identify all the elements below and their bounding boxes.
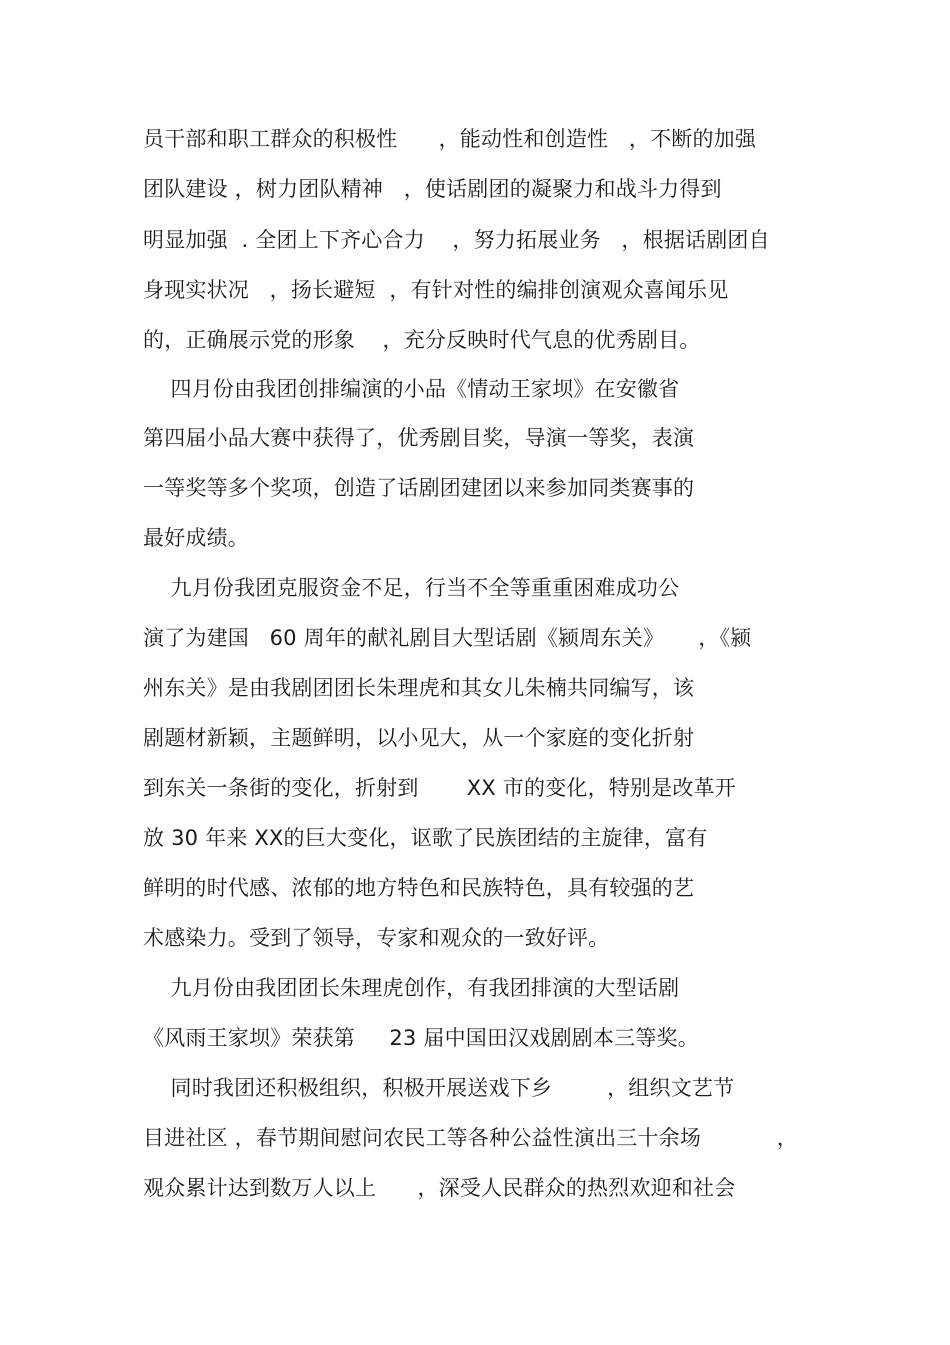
text-line: 到东关一条街的变化，折射到 XX 市的变化，特别是改革开 — [143, 776, 736, 800]
text-line: 四月份由我团创排编演的小品《情动王家坝》在安徽省 — [143, 377, 680, 401]
text-line: 演了为建国 60 周年的献礼剧目大型话剧《颍周东关》 ，《颍 — [143, 626, 752, 650]
text-line: 明显加强 . 全团上下齐心合力 ，努力拓展业务 ，根据话剧团自 — [143, 228, 770, 252]
text-line: 剧题材新颖，主题鲜明，以小见大，从一个家庭的变化折射 — [143, 726, 695, 750]
text-line: 州东关》是由我剧团团长朱理虎和其女儿朱楠共同编写，该 — [143, 676, 695, 700]
text-line: 九月份由我团团长朱理虎创作，有我团排演的大型话剧 — [143, 976, 680, 1000]
text-line: 鲜明的时代感、浓郁的地方特色和民族特色，具有较强的艺 — [143, 876, 695, 900]
text-line: 《风雨王家坝》荣获第 23 届中国田汉戏剧剧本三等奖。 — [143, 1026, 699, 1050]
text-line: 第四届小品大赛中获得了，优秀剧目奖，导演一等奖，表演 — [143, 426, 695, 450]
text-line: 团队建设 ，树力团队精神 ，使话剧团的凝聚力和战斗力得到 — [143, 177, 722, 201]
text-line: 术感染力。受到了领导，专家和观众的一致好评。 — [143, 926, 610, 950]
text-line: 员干部和职工群众的积极性 ，能动性和创造性 ，不断的加强 — [143, 127, 757, 151]
text-line: 同时我团还积极组织，积极开展送戏下乡 ，组织文艺节 — [143, 1076, 735, 1100]
text-line: 观众累计达到数万人以上 ，深受人民群众的热烈欢迎和社会 — [143, 1176, 736, 1200]
text-line: 目进社区 ，春节期间慰问农民工等各种公益性演出三十余场 ， — [143, 1126, 798, 1150]
text-line: 九月份我团克服资金不足，行当不全等重重困难成功公 — [143, 576, 680, 600]
text-line: 的，正确展示党的形象 ，充分反映时代气息的优秀剧目。 — [143, 328, 701, 352]
text-line: 身现实状况 ，扬长避短 ，有针对性的编排创演观众喜闻乐见 — [143, 278, 729, 302]
text-line: 一等奖等多个奖项，创造了话剧团建团以来参加同类赛事的 — [143, 476, 695, 500]
text-line: 放 30 年来 XX的巨大变化，讴歌了民族团结的主旋律，富有 — [143, 826, 708, 850]
text-line: 最好成绩。 — [143, 526, 249, 550]
